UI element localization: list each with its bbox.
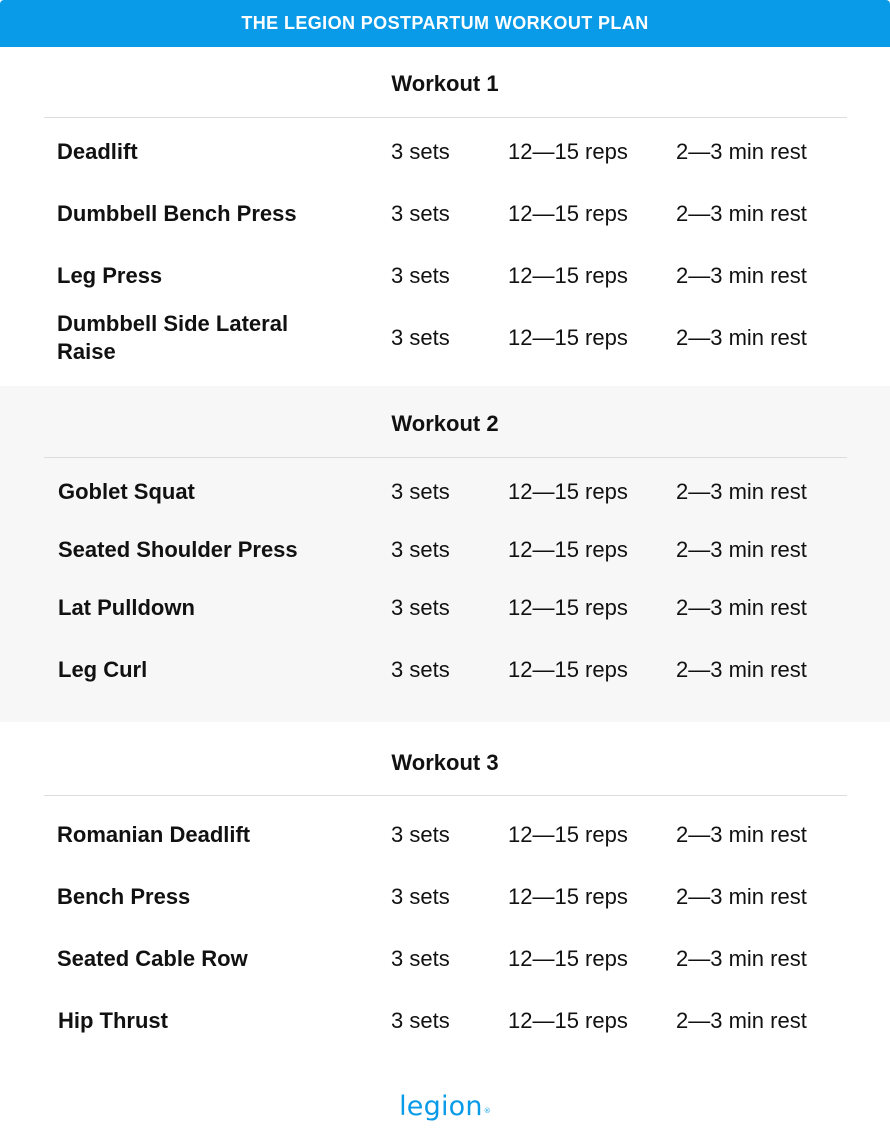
exercise-reps: 12—15 reps <box>508 822 628 847</box>
exercise-rest: 2—3 min rest <box>676 325 807 350</box>
exercise-row <box>0 818 890 852</box>
workout-section-3 <box>0 722 890 1062</box>
exercise-rest: 2—3 min rest <box>676 263 807 288</box>
exercise-sets: 3 sets <box>391 822 450 847</box>
workout-title: Workout 2 <box>391 411 499 436</box>
page-header <box>0 0 890 47</box>
workout-section-2 <box>0 386 890 722</box>
exercise-name: Bench Press <box>57 884 191 909</box>
exercise-reps: 12—15 reps <box>508 201 628 226</box>
exercise-name: Hip Thrust <box>58 1008 168 1033</box>
exercise-row <box>0 1004 890 1038</box>
workout-title: Workout 1 <box>391 71 499 96</box>
exercise-sets: 3 sets <box>391 325 450 350</box>
exercise-name: Leg Press <box>57 263 163 288</box>
page-title: THE LEGION POSTPARTUM WORKOUT PLAN <box>241 13 649 33</box>
exercise-name: Leg Curl <box>58 657 148 682</box>
exercise-rest: 2—3 min rest <box>676 946 807 971</box>
exercise-reps: 12—15 reps <box>508 884 628 909</box>
exercise-name: Romanian Deadlift <box>57 822 251 847</box>
exercise-row <box>0 591 890 625</box>
exercise-rest: 2—3 min rest <box>676 657 807 682</box>
exercise-row <box>0 197 890 231</box>
exercise-rest: 2—3 min rest <box>676 884 807 909</box>
exercise-sets: 3 sets <box>391 479 450 504</box>
exercise-rest: 2—3 min rest <box>676 479 807 504</box>
exercise-row <box>0 310 890 366</box>
exercise-row <box>0 533 890 567</box>
exercise-reps: 12—15 reps <box>508 325 628 350</box>
divider <box>44 795 847 796</box>
exercise-row <box>0 880 890 914</box>
exercise-row <box>0 475 890 509</box>
exercise-rest: 2—3 min rest <box>676 595 807 620</box>
exercise-sets: 3 sets <box>391 946 450 971</box>
exercise-name: Dumbbell Side Lateral Raise <box>57 311 289 364</box>
logo-text: legion <box>399 1090 483 1122</box>
exercise-name: Seated Cable Row <box>57 946 248 971</box>
exercise-row <box>0 942 890 976</box>
exercise-rest: 2—3 min rest <box>676 537 807 562</box>
exercise-sets: 3 sets <box>391 595 450 620</box>
exercise-sets: 3 sets <box>391 139 450 164</box>
registered-mark: ® <box>483 1106 491 1115</box>
exercise-name: Seated Shoulder Press <box>58 537 298 562</box>
exercise-rest: 2—3 min rest <box>676 139 807 164</box>
footer <box>0 1086 890 1126</box>
exercise-name: Dumbbell Bench Press <box>57 201 297 226</box>
exercise-name: Goblet Squat <box>58 479 195 504</box>
exercise-rest: 2—3 min rest <box>676 822 807 847</box>
exercise-reps: 12—15 reps <box>508 595 628 620</box>
exercise-sets: 3 sets <box>391 884 450 909</box>
exercise-sets: 3 sets <box>391 537 450 562</box>
exercise-sets: 3 sets <box>391 657 450 682</box>
exercise-sets: 3 sets <box>391 201 450 226</box>
legion-logo <box>399 1091 491 1122</box>
exercise-row <box>0 259 890 293</box>
exercise-row <box>0 653 890 687</box>
exercise-name: Deadlift <box>57 139 138 164</box>
workout-section-1 <box>0 47 890 386</box>
divider <box>44 457 847 458</box>
exercise-reps: 12—15 reps <box>508 479 628 504</box>
exercise-rest: 2—3 min rest <box>676 201 807 226</box>
exercise-row <box>0 135 890 169</box>
exercise-sets: 3 sets <box>391 263 450 288</box>
exercise-reps: 12—15 reps <box>508 139 628 164</box>
workout-title: Workout 3 <box>391 750 499 775</box>
exercise-reps: 12—15 reps <box>508 537 628 562</box>
exercise-sets: 3 sets <box>391 1008 450 1033</box>
exercise-name: Lat Pulldown <box>58 595 195 620</box>
exercise-rest: 2—3 min rest <box>676 1008 807 1033</box>
exercise-reps: 12—15 reps <box>508 657 628 682</box>
divider <box>44 117 847 118</box>
exercise-reps: 12—15 reps <box>508 263 628 288</box>
exercise-reps: 12—15 reps <box>508 1008 628 1033</box>
exercise-reps: 12—15 reps <box>508 946 628 971</box>
